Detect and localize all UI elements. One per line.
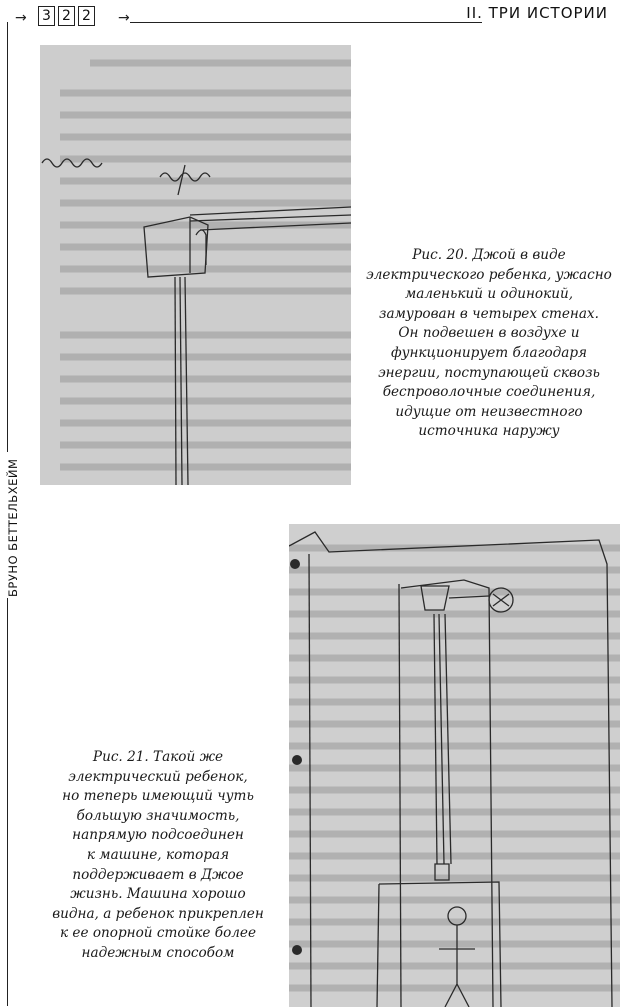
figure-20-drawing: [40, 45, 351, 485]
chapter-title: II. ТРИ ИСТОРИИ: [466, 4, 608, 22]
side-rule-bottom: [7, 598, 8, 1006]
figure-21-caption: Рис. 21. Такой же электрический ребенок, но теперь имеющий чуть большую значимость, напрямую подсоединен к машине, которая поддерживает в Джое жизнь. Машина хорошо видна, а ребенок прикреплен к ее опорной стойке более надежным способом: [52, 749, 264, 961]
page-digit: 2: [78, 6, 95, 26]
page-digit: 3: [38, 6, 55, 26]
figure-21-sketch: [289, 524, 620, 1007]
header-rule: [130, 22, 482, 23]
side-rule-top: [7, 22, 8, 452]
header-arrow-right: →: [118, 10, 130, 26]
side-author-label: БРУНО БЕТТЕЛЬХЕЙМ: [6, 458, 20, 597]
page-digit: 2: [58, 6, 75, 26]
page-number: [38, 6, 95, 26]
figure-20-caption: Рис. 20. Джой в виде электрического ребенка, ужасно маленький и одинокий, замурован в четырех стенах. Он подвешен в воздухе и функционирует благодаря энергии, поступающей сквозь беспроволочные соединения, идущие от неизвестного источника наружу: [366, 247, 612, 440]
header-arrow-left: →: [15, 10, 27, 26]
figure-21-drawing: [289, 524, 620, 1007]
figure-20-sketch: [40, 45, 351, 485]
bleed-through-text-lines: [289, 548, 620, 988]
